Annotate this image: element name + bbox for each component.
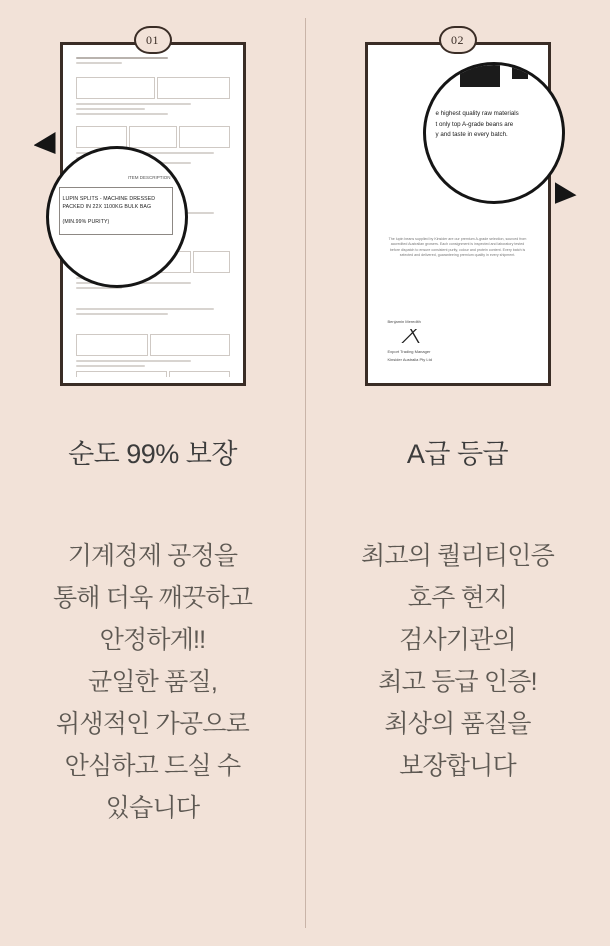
- magnifier-line-3: (MIN.99% PURITY): [62, 219, 110, 226]
- magnifier-text-02: [436, 109, 550, 141]
- document-fine-print: The lupin beans supplied by Kinsider are our premium A-grade selection, sourced from accredited Australian growers. Each consignment is inspected and laboratory tested before dispatch to ensure consistent purity, colour and protein content. Every batch is selected and delivered, guaranteeing premium quality in every shipment.: [388, 237, 527, 258]
- magnifier-lens-02: [423, 62, 565, 204]
- body-line: 호주 현지: [407, 584, 508, 612]
- redaction-bar: [512, 62, 528, 79]
- signature-company: Kinsider Australia Pty Ltd: [387, 357, 432, 362]
- magnifier-handle-icon: [555, 182, 577, 204]
- body-line: 검사기관의: [399, 626, 516, 654]
- magnifier-field-label: ITEM DESCRIPTION: [127, 175, 171, 180]
- column-02: [305, 0, 610, 946]
- magnifier-line-2: PACKED IN 22X 1100KG BULK BAG: [62, 204, 152, 211]
- body-line: 최고 등급 인증!: [378, 668, 537, 696]
- headline-01: 순도 99% 보장: [68, 439, 237, 469]
- magnifier-lens-01: [46, 146, 188, 288]
- step-badge-01: 01: [134, 26, 172, 54]
- body-line: 통해 더욱 깨끗하고: [52, 584, 253, 612]
- body-text-02: [355, 535, 560, 787]
- step-badge-02: 02: [439, 26, 477, 54]
- magnifier-line-1: LUPIN SPLITS - MACHINE DRESSED: [62, 196, 156, 202]
- magnifier-line-1: e highest quality raw materials: [435, 110, 519, 117]
- signature-name: Benjamin Meredith: [387, 319, 421, 324]
- body-line: 있습니다: [105, 794, 200, 822]
- redaction-bar: [460, 62, 500, 87]
- document-card-01: [60, 32, 246, 386]
- body-line: 안심하고 드실 수: [64, 752, 241, 780]
- signature-mark-icon: [388, 329, 434, 343]
- headline-02: A급 등급: [406, 439, 509, 469]
- body-line: 최고의 퀄리티인증: [361, 542, 554, 570]
- magnifier-text-01: [63, 195, 175, 226]
- body-line: 기계정제 공정을: [67, 542, 238, 570]
- magnifier-handle-icon: [34, 132, 56, 154]
- signature-title: Export Trading Manager: [387, 349, 431, 354]
- body-text-01: [47, 535, 258, 829]
- document-card-02: [365, 32, 551, 386]
- body-line: 균일한 품질,: [87, 668, 218, 696]
- body-line: 안정하게!!: [99, 626, 206, 654]
- magnifier-line-3: y and taste in every batch.: [435, 131, 508, 139]
- body-line: 보장합니다: [399, 752, 516, 780]
- magnifier-line-2: t only top A-grade beans are: [435, 120, 514, 128]
- column-divider: [305, 18, 306, 928]
- body-line: 최상의 품질을: [384, 710, 531, 738]
- body-line: 위생적인 가공으로: [56, 710, 249, 738]
